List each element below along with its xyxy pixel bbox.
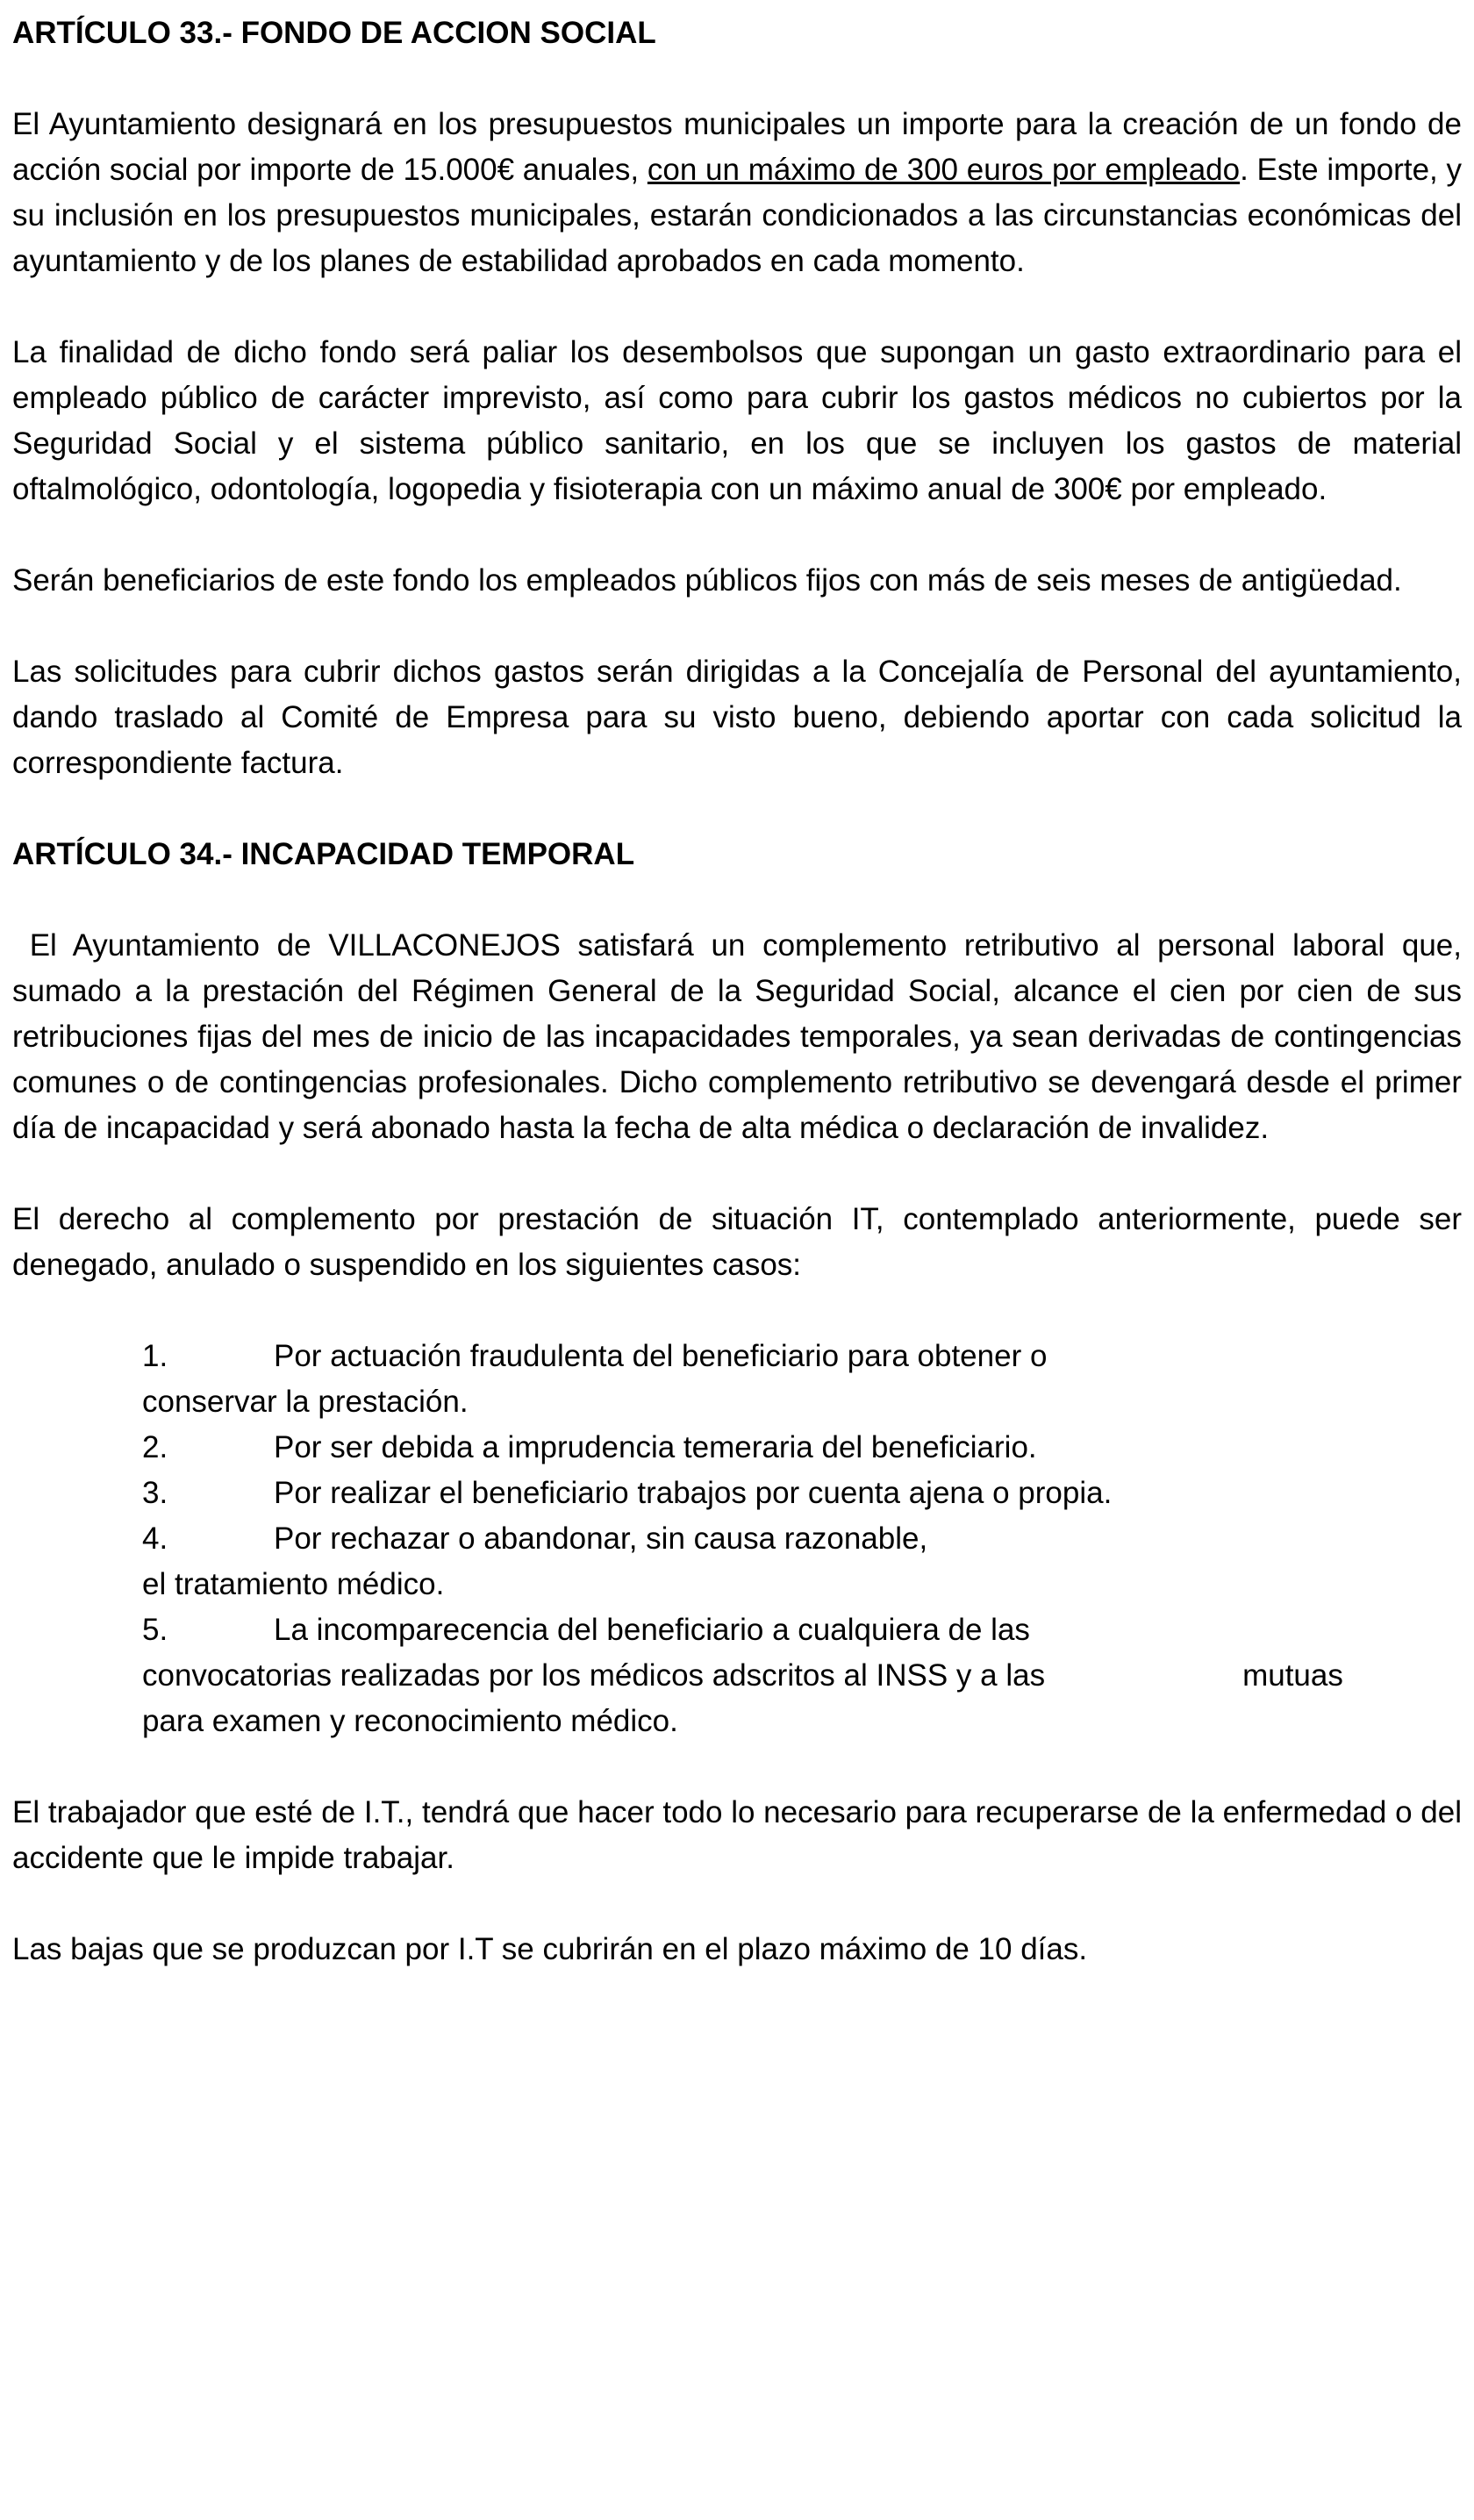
article-33-p1-start: El Ayuntamiento designará en los presupuestos municipales un importe para la creación de un fondo de acción social por importe de 15.000€ anuales, <box>12 107 1462 187</box>
list-item-text: Por actuación fraudulenta del beneficiario para obtener o <box>274 1339 1048 1373</box>
article-34-paragraph-2: El derecho al complemento por prestación de situación IT, contemplado anteriormente, puede ser denegado, anulado o suspendido en los siguientes casos: <box>12 1202 1462 1282</box>
list-item <box>142 1425 1436 1471</box>
list-item <box>142 1607 1436 1744</box>
list-item-number: 4. <box>142 1521 168 1556</box>
list-item-continuation: conservar la prestación. <box>142 1385 469 1419</box>
list-item-number: 5. <box>142 1613 168 1647</box>
article-33-paragraph-4: Las solicitudes para cubrir dichos gastos serán dirigidas a la Concejalía de Personal del ayuntamiento, dando traslado al Comité de Empresa para su visto bueno, debiendo aportar con cada solicitud la correspondiente factura. <box>12 655 1462 780</box>
list-item-continuation: para examen y reconocimiento médico. <box>142 1704 678 1738</box>
list-item-continuation: convocatorias realizadas por los médicos adscritos al INSS y a las <box>142 1658 1046 1693</box>
list-item <box>142 1334 1436 1425</box>
list-item-number: 3. <box>142 1476 168 1510</box>
article-33-p1-underlined: con un máximo de 300 euros por empleado <box>647 153 1241 187</box>
article-33-p1-end: . Este importe, y su inclusión en los presupuestos municipales, estarán condicionados a las circunstancias económicas del ayuntamiento y de los planes de estabilidad aprobados en cada momento. <box>12 153 1462 278</box>
document-body <box>12 11 1470 1972</box>
article-34-paragraph-4: Las bajas que se produzcan por I.T se cubrirán en el plazo máximo de 10 días. <box>12 1932 1088 1966</box>
list-item <box>142 1516 1436 1607</box>
article-33-paragraph-1 <box>12 102 1462 284</box>
list-item-continuation: el tratamiento médico. <box>142 1567 445 1601</box>
list-item <box>142 1471 1436 1516</box>
article-34-paragraph-3: El trabajador que esté de I.T., tendrá que hacer todo lo necesario para recuperarse de la enfermedad o del accidente que le impide trabajar. <box>12 1795 1462 1875</box>
list-item-number: 2. <box>142 1430 168 1464</box>
article-34-title: ARTÍCULO 34.- INCAPACIDAD TEMPORAL <box>12 837 635 871</box>
list-item-text: Por realizar el beneficiario trabajos por cuenta ajena o propia. <box>274 1476 1113 1510</box>
list-item-text: La incomparecencia del beneficiario a cualquiera de las <box>274 1613 1030 1647</box>
list-item-text: Por rechazar o abandonar, sin causa razonable, <box>274 1521 928 1556</box>
article-33-paragraph-3: Serán beneficiarios de este fondo los empleados públicos fijos con más de seis meses de antigüedad. <box>12 563 1402 598</box>
denial-cases-list <box>142 1334 1436 1744</box>
article-33-title: ARTÍCULO 33.- FONDO DE ACCION SOCIAL <box>12 16 656 50</box>
list-item-continuation-word: mutuas <box>1242 1658 1343 1693</box>
list-item-number: 1. <box>142 1339 168 1373</box>
list-item-text: Por ser debida a imprudencia temeraria del beneficiario. <box>274 1430 1037 1464</box>
article-34-paragraph-1: El Ayuntamiento de VILLACONEJOS satisfará un complemento retributivo al personal laboral que, sumado a la prestación del Régimen General de la Seguridad Social, alcance el cien por cien de sus retribuciones fijas del mes de inicio de las incapacidades temporales, ya sean derivadas de contingencias comunes o de contingencias profesionales. Dicho complemento retributivo se devengará desde el primer día de incapacidad y será abonado hasta la fecha de alta médica o declaración de invalidez. <box>12 928 1470 1145</box>
article-33-paragraph-2: La finalidad de dicho fondo será paliar los desembolsos que supongan un gasto extraordinario para el empleado público de carácter imprevisto, así como para cubrir los gastos médicos no cubiertos por la Seguridad Social y el sistema público sanitario, en los que se incluyen los gastos de material oftalmológico, odontología, logopedia y fisioterapia con un máximo anual de 300€ por empleado. <box>12 335 1462 506</box>
